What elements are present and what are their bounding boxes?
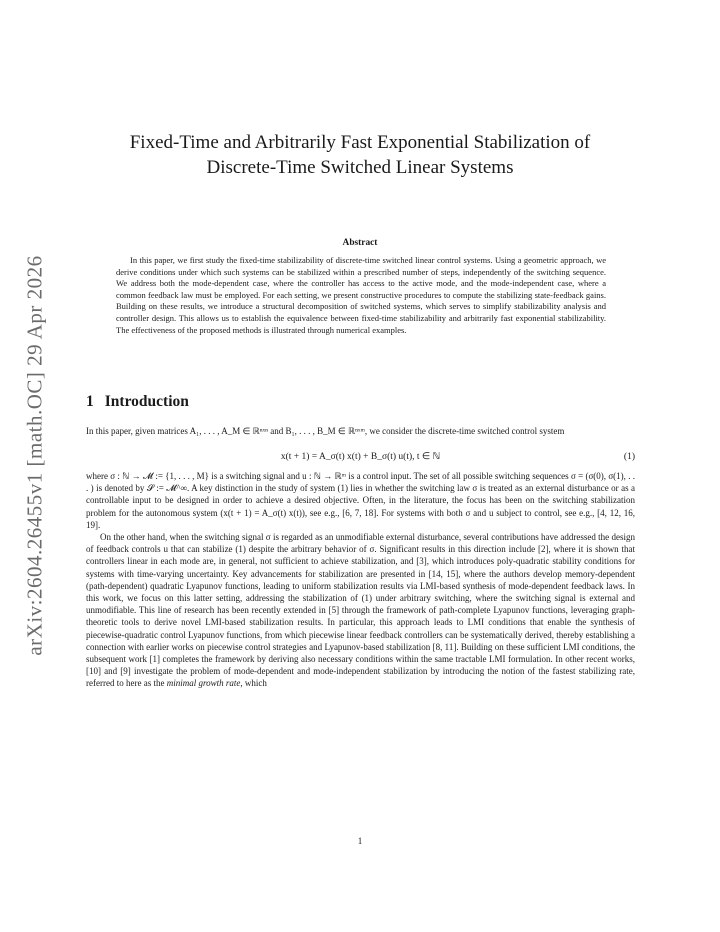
arxiv-identifier-text: arXiv:2604.26455v1 [math.OC] 29 Apr 2026 — [22, 254, 47, 656]
intro-paragraph-2-text: On the other hand, when the switching signal σ is regarded as an unmodifiable external disturbance, several contributions have addressed the design of feedback controls u that can stabilize (1) despite the arbitrary behavior of σ. Significant results in this direction include [2], where it is shown that controllers linear in each mode are, in general, not sufficient to achieve stabilization, and [3], which introduces poly-quadratic stability conditions for systems with time-varying uncertainty. Key advancements for stabilization are presented in [14, 15], where the authors develop memory-dependent (path-dependent) quadratic Lyapunov functions, leading to uniform stabilization results via LMI-based synthesis of mode-dependent feedback laws. In this work, we focus on this latter setting, addressing the stabilization of (1) under arbitrary switching, where the switching signal is external and unmodifiable. This line of research has been recently extended in [5] through the framework of path-complete Lyapunov functions, leveraging graph-theoretic tools to derive novel LMI-based stabilization results. In particular, this approach leads to LMI conditions that enable the synthesis of piecewise-quadratic control Lyapunov functions, from which piecewise linear feedback controllers can be systematically derived, thereby establishing a connection with earlier works on piecewise control strategies and Lyapunov-based stabilization [8, 11]. Building on these sufficient LMI conditions, the subsequent work [1] completes the framework by deriving also necessary conditions within the same tractable LMI formulation. In other recent works, [10] and [9] investigate the problem of mode-dependent and mode-independent stabilization by introducing the notion of the fastest stabilizing rate, referred to here as the — [86, 532, 635, 689]
intro-paragraph-1: where σ : ℕ → 𝓜 := {1, . . . , M} is a switching signal and u : ℕ → ℝᵐ is a control input. The set of all possible switching sequences σ = (σ(0), σ(1), . . . ) is denoted by 𝓢 := 𝓜^∞. A key distinction in the study of system (1) lies in whether the switching law σ is treated as an external disturbance or as a controllable input to be designed in order to achieve a desired objective. Often, in the literature, the focus has been on the switching stabilization problem for the autonomous system (x(t + 1) = A_σ(t) x(t)), see e.g., [6, 7, 18]. For systems with both σ and u subject to control, see e.g., [4, 12, 16, 19]. — [86, 471, 635, 530]
paper-title — [100, 130, 620, 180]
section-title: Introduction — [104, 393, 189, 410]
equation-number: (1) — [623, 452, 635, 462]
arxiv-identifier-stamp — [20, 245, 50, 665]
paper-title-line-2: Discrete-Time Switched Linear Systems — [206, 157, 514, 178]
section-heading — [86, 393, 189, 411]
paper-title-line-1: Fixed-Time and Arbitrarily Fast Exponential Stabilization of — [129, 132, 591, 153]
equation-1 — [86, 451, 635, 463]
intro-body — [86, 470, 635, 690]
intro-paragraph-2-tail: , which — [240, 678, 267, 689]
equation-body: x(t + 1) = A_σ(t) x(t) + B_σ(t) u(t), t ∈ ℕ — [280, 452, 441, 462]
intro-paragraph-2 — [86, 531, 635, 690]
abstract-heading: Abstract — [342, 238, 378, 248]
intro-lead-paragraph: In this paper, given matrices A₁, . . . , A_M ∈ ℝⁿˣⁿ and B₁, . . . , B_M ∈ ℝⁿˣᵐ, we consider the discrete-time switched control system — [86, 426, 565, 436]
section-number: 1 — [86, 393, 94, 410]
page-number: 1 — [357, 836, 363, 846]
emphasized-term: minimal growth rate — [166, 678, 241, 689]
abstract-body: In this paper, we first study the fixed-time stabilizability of discrete-time switched linear control systems. Using a geometric approach, we derive conditions under which such systems can be stabilized within a prescribed number of steps, independently of the switching sequence. We address both the mode-dependent case, where the controller has access to the active mode, and the mode-independent case, where a common feedback law must be employed. For each setting, we present constructive procedures to compute the stabilizing state-feedback gains. Building on these results, we introduce a structural decomposition of switched systems, which serves to simplify stabilizability analysis and controller design. This allows us to establish the equivalence between fixed-time stabilizability and arbitrarily fast exponential stabilizability. The effectiveness of the proposed methods is illustrated through numerical examples. — [116, 255, 606, 335]
